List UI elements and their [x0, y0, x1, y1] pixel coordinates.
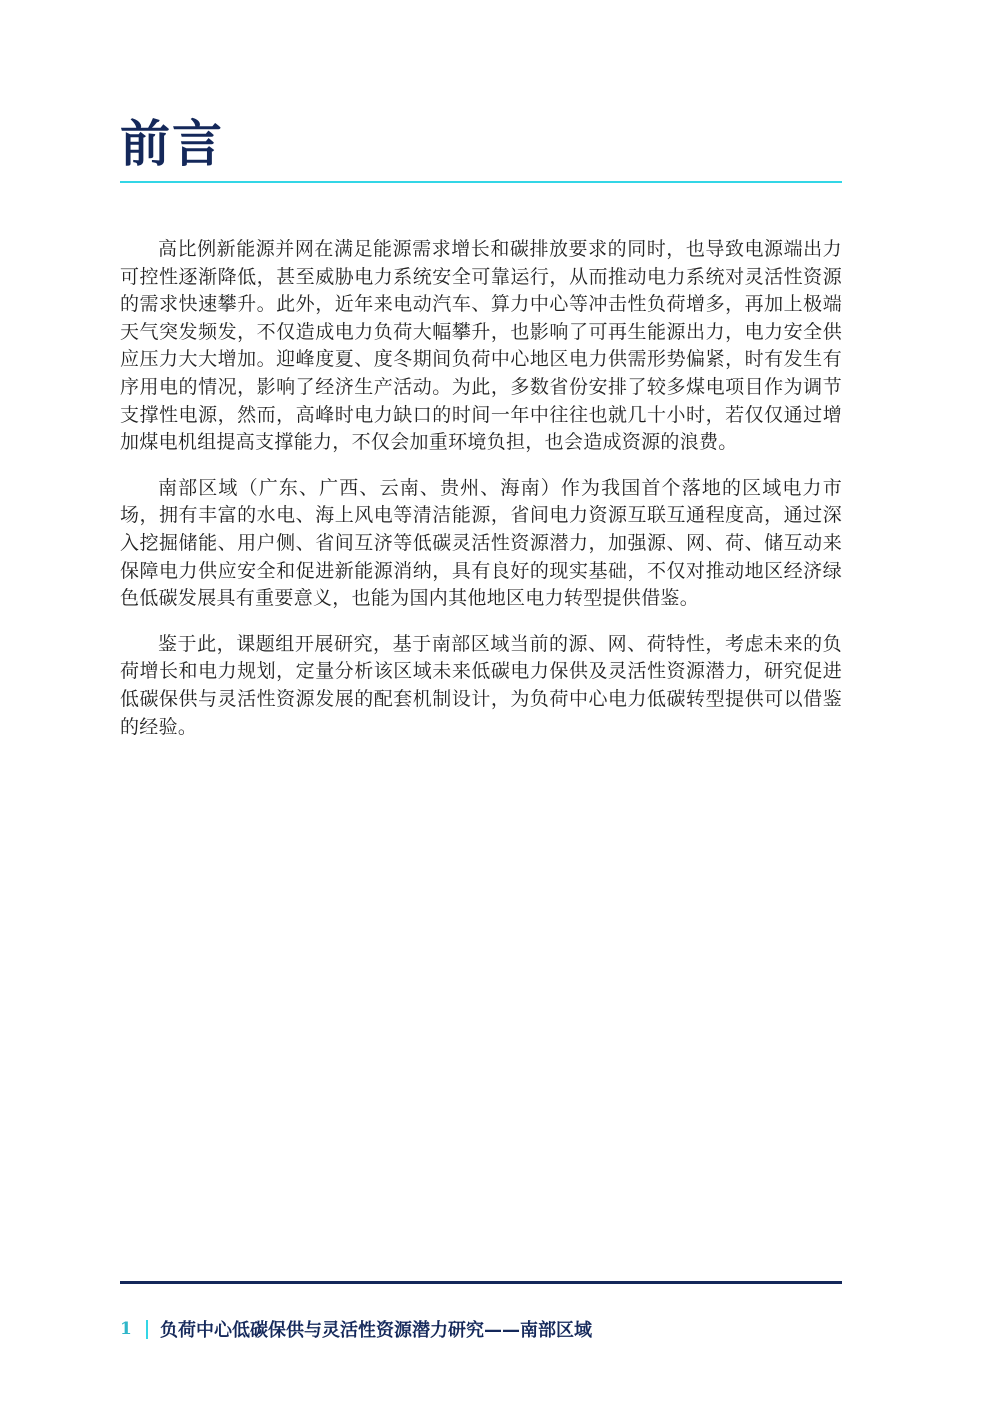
- title-divider: [120, 181, 842, 183]
- body-text: [120, 236, 842, 759]
- footer-divider: [120, 1281, 842, 1284]
- report-title: 负荷中心低碳保供与灵活性资源潜力研究——南部区域: [160, 1320, 592, 1341]
- paragraph-1: 高比例新能源并网在满足能源需求增长和碳排放要求的同时，也导致电源端出力可控性逐渐降低，甚至威胁电力系统安全可靠运行，从而推动电力系统对灵活性资源的需求快速攀升。此外，近年来电动汽车、算力中心等冲击性负荷增多，再加上极端天气突发频发，不仅造成电力负荷大幅攀升，也影响了可再生能源出力，电力安全供应压力大大增加。迎峰度夏、度冬期间负荷中心地区电力供需形势偏紧，时有发生有序用电的情况，影响了经济生产活动。为此，多数省份安排了较多煤电项目作为调节支撑性电源，然而，高峰时电力缺口的时间一年中往往也就几十小时，若仅仅通过增加煤电机组提高支撑能力，不仅会加重环境负担，也会造成资源的浪费。: [120, 238, 842, 454]
- paragraph-3: 鉴于此，课题组开展研究，基于南部区域当前的源、网、荷特性，考虑未来的负荷增长和电力规划，定量分析该区域未来低碳电力保供及灵活性资源潜力，研究促进低碳保供与灵活性资源发展的配套机制设计，为负荷中心电力低碳转型提供可以借鉴的经验。: [120, 632, 842, 738]
- page-number: 1: [120, 1319, 132, 1339]
- paragraph-2: 南部区域（广东、广西、云南、贵州、海南）作为我国首个落地的区域电力市场，拥有丰富的水电、海上风电等清洁能源，省间电力资源互联互通程度高，通过深入挖掘储能、用户侧、省间互济等低碳灵活性资源潜力，加强源、网、荷、储互动来保障电力供应安全和促进新能源消纳，具有良好的现实基础，不仅对推动地区经济绿色低碳发展具有重要意义，也能为国内其他地区电力转型提供借鉴。: [120, 476, 842, 610]
- page-title: 前言: [120, 115, 224, 173]
- footer-separator: [146, 1320, 148, 1339]
- page-footer: [120, 1316, 592, 1342]
